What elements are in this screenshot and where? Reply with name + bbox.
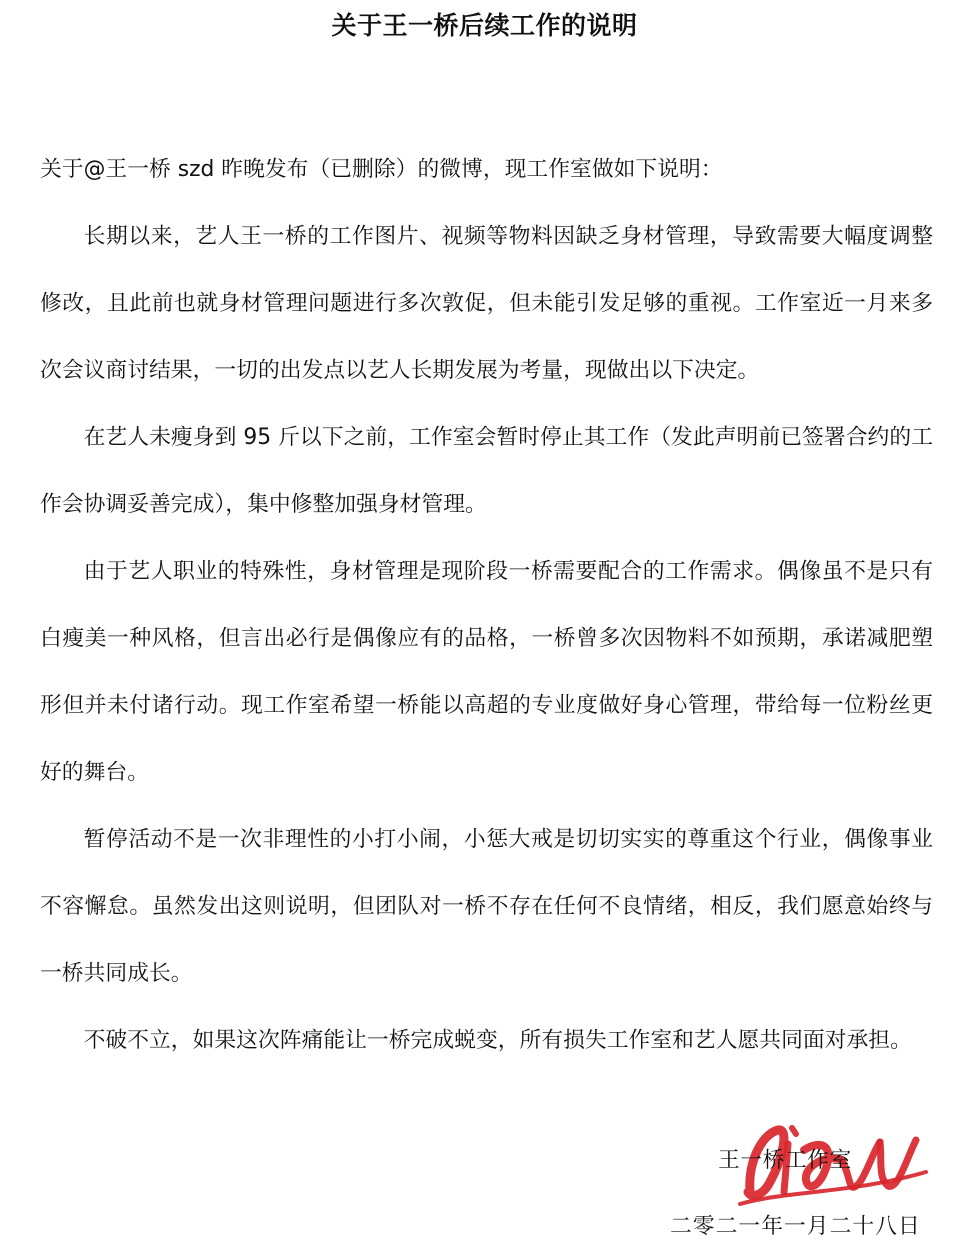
paragraph-4: 暂停活动不是一次非理性的小打小闹，小惩大戒是切切实实的尊重这个行业，偶像事业不容懈怠。虽然发出这则说明，但团队对一桥不存在任何不良情绪，相反，我们愿意始终与一桥共同成长。 (40, 827, 933, 986)
signature-date: 二零二一年一月二十八日 (670, 1214, 921, 1239)
intro-paragraph: 关于@王一桥 szd 昨晚发布（已删除）的微博，现工作室做如下说明： (40, 157, 723, 182)
paragraph-3: 由于艺人职业的特殊性，身材管理是现阶段一桥需要配合的工作需求。偶像虽不是只有白瘦美一种风格，但言出必行是偶像应有的品格，一桥曾多次因物料不如预期，承诺减肥塑形但并未付诸行动。现工作室希望一桥能以高超的专业度做好身心管理，带给每一位粉丝更好的舞台。 (40, 559, 933, 785)
document-title: 关于王一桥后续工作的说明 (331, 11, 638, 40)
paragraph-2: 在艺人未瘦身到 95 斤以下之前，工作室会暂时停止其工作（发此声明前已签署合约的工作会协调妥善完成），集中修整加强身材管理。 (40, 425, 933, 517)
document-body (40, 136, 933, 1074)
studio-name: 王一桥工作室 (718, 1148, 852, 1173)
paragraph-5: 不破不立，如果这次阵痛能让一桥完成蜕变，所有损失工作室和艺人愿共同面对承担。 (83, 1028, 912, 1053)
paragraph-1: 长期以来，艺人王一桥的工作图片、视频等物料因缺乏身材管理，导致需要大幅度调整修改，且此前也就身材管理问题进行多次敦促，但未能引发足够的重视。工作室近一月来多次会议商讨结果，一切的出发点以艺人长期发展为考量，现做出以下决定。 (40, 224, 933, 383)
signature-block (670, 1118, 930, 1249)
